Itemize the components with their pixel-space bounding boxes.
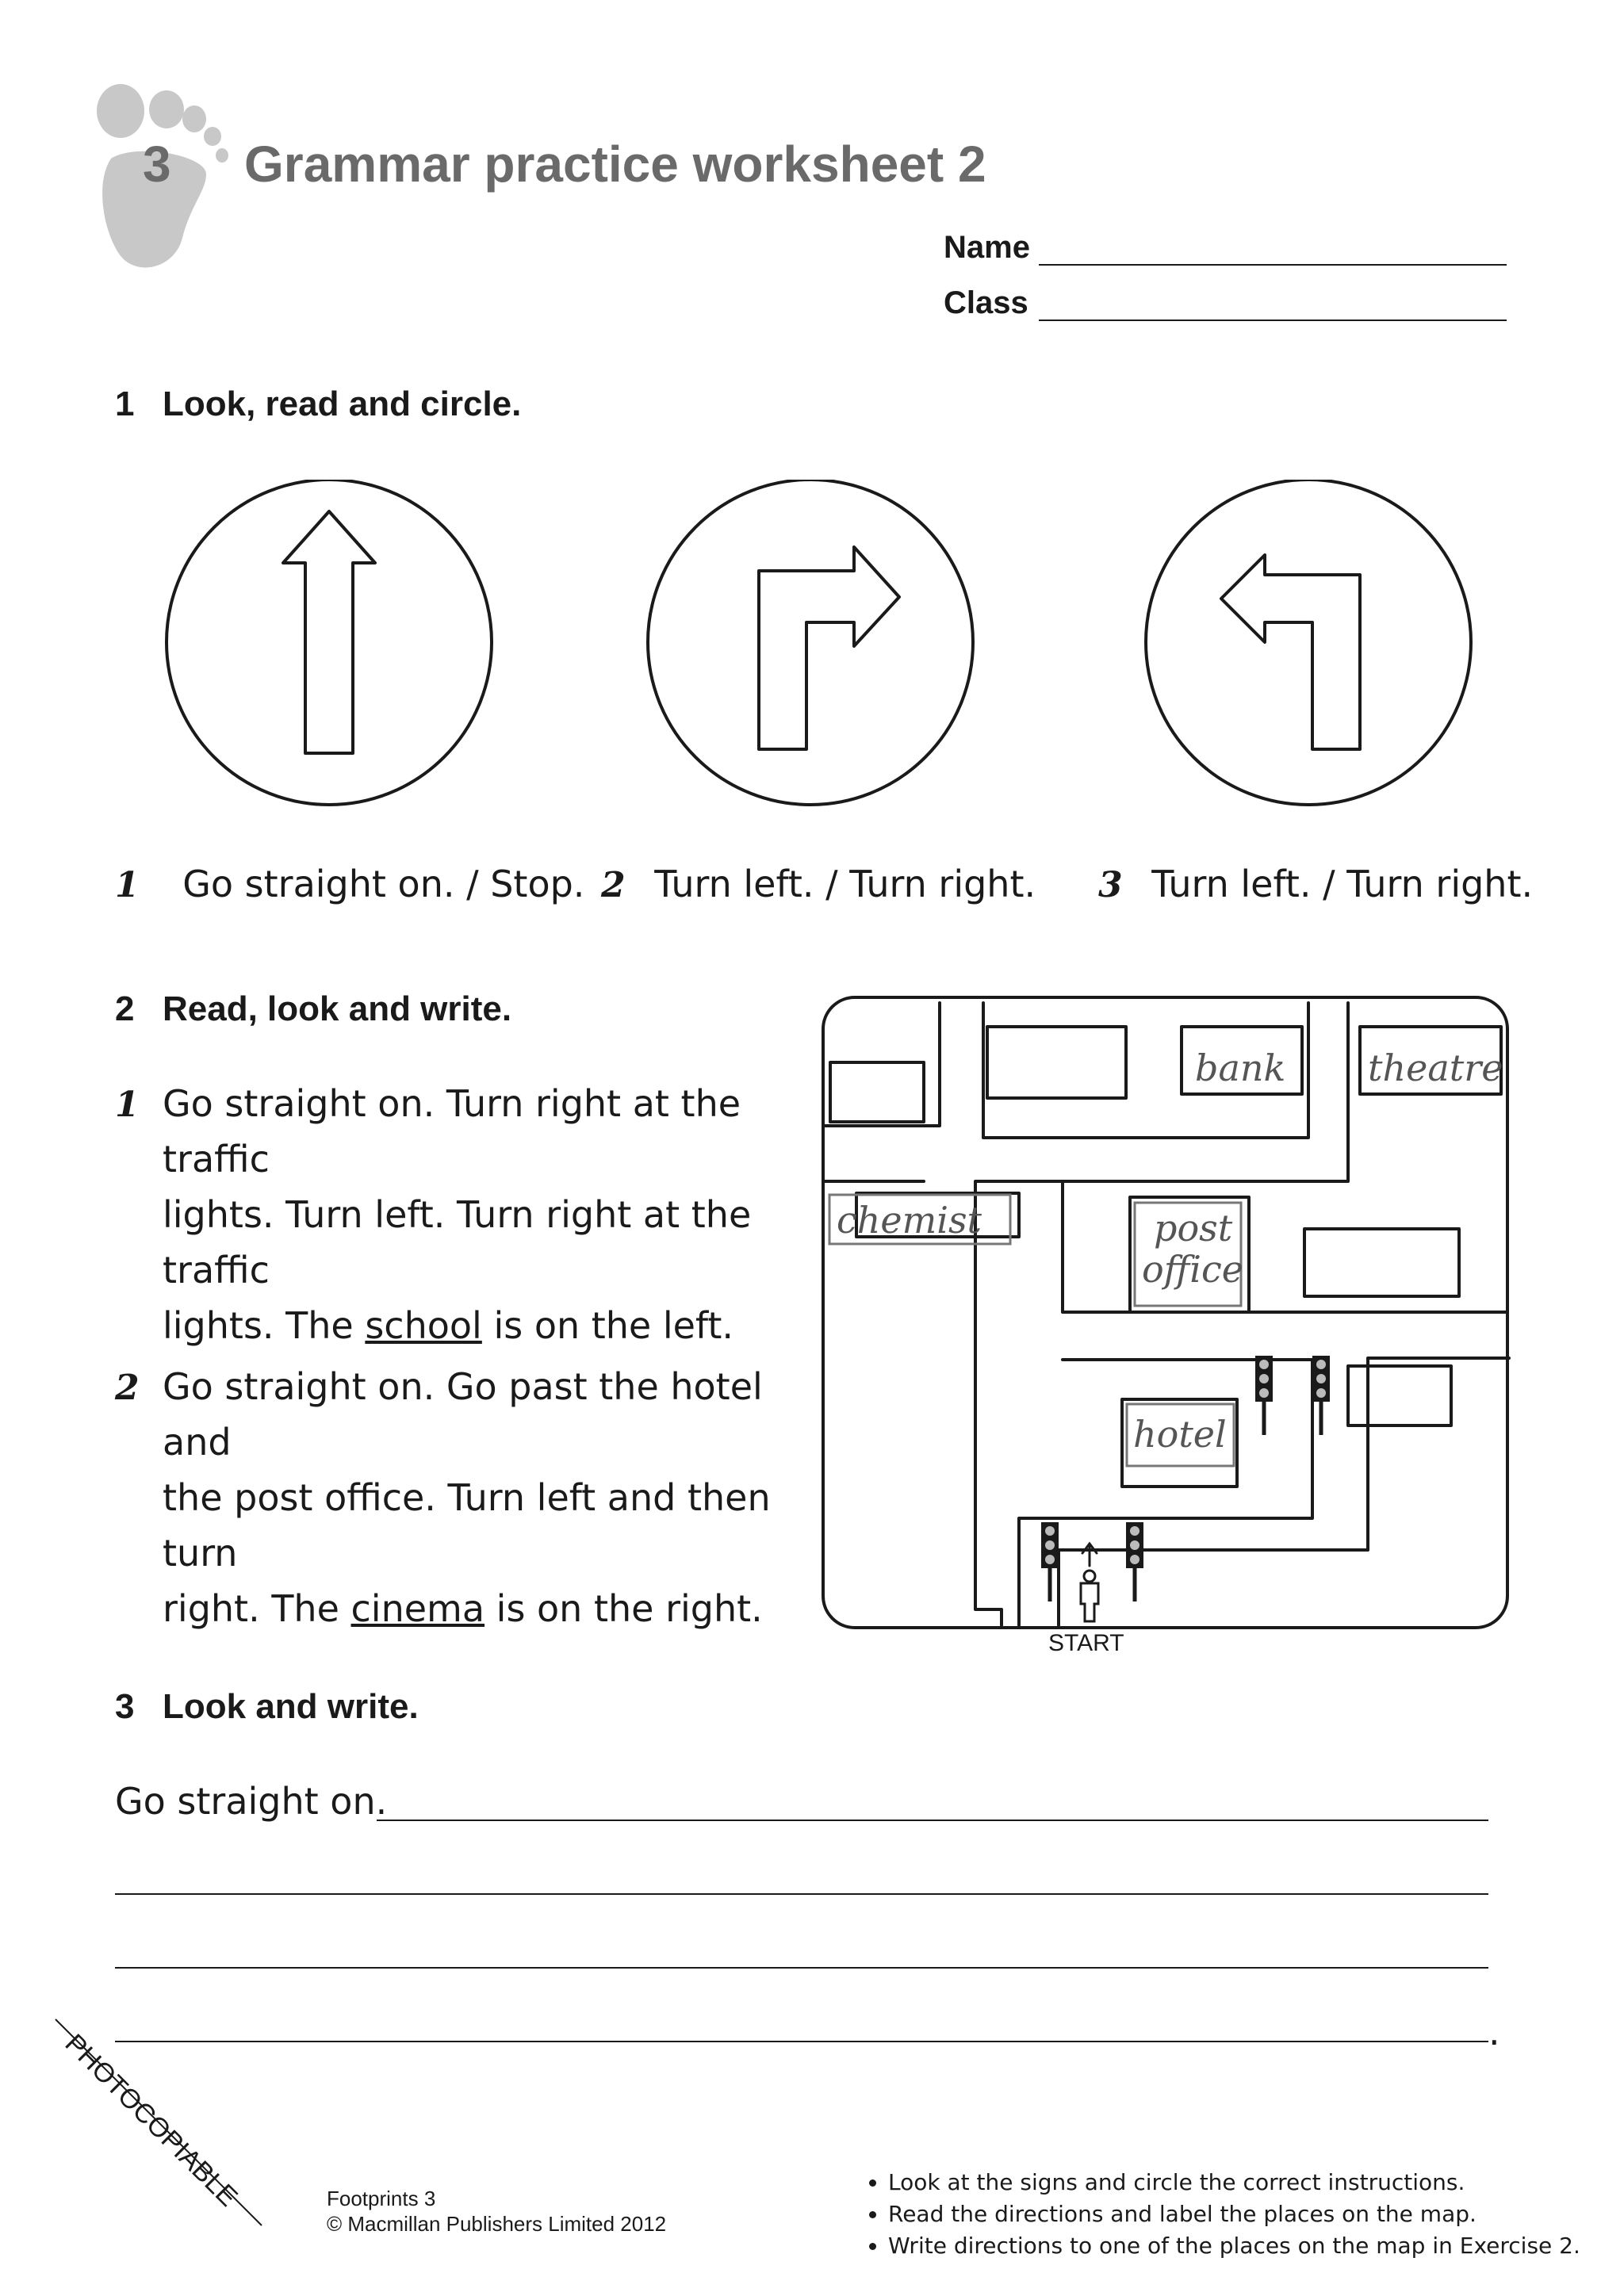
map-label-office: office [1142,1248,1243,1291]
exercise-1-number: 1 [115,385,135,423]
ex2-item-1-number: 1 [115,1085,140,1125]
exercise-2-heading [115,989,511,1029]
teacher-note: • Write directions to one of the places on the map in Exercise 2. [888,2230,1602,2262]
map-block-top-middle [987,1027,1126,1098]
map-block-right-middle [1304,1229,1459,1296]
exercise-1-heading [115,385,521,424]
ex3-prompt: Go straight on. [115,1780,388,1823]
ex2-item-2-text [163,1359,821,1636]
sign-straight-icon [163,480,496,813]
map-label-hotel: hotel [1133,1413,1227,1456]
exercise-2-instruction: Read, look and write. [163,989,512,1028]
ex2-item-2-line-3-pre: right. The [163,1587,351,1630]
ex2-item-1-answer[interactable]: school [365,1304,482,1347]
page-title: Grammar practice worksheet 2 [244,136,986,193]
sign-turn-left-icon [1142,480,1475,813]
ex1-item-1-number: 1 [115,865,140,905]
street-map [821,995,1511,1669]
ex2-item-2-line-1: Go straight on. Go past the hotel and [163,1365,763,1464]
sign-turn-right-icon [644,480,977,813]
ex2-item-1-line-2: lights. Turn left. Turn right at the traffic [163,1193,752,1292]
ex3-end-period: . [1488,2011,1500,2053]
teacher-note: • Look at the signs and circle the correct instructions. [888,2167,1602,2198]
map-block-right-lower [1348,1366,1451,1425]
up-arrow-icon [1082,1544,1097,1566]
ex3-answer-line-3[interactable] [115,1967,1488,1969]
map-label-chemist: chemist [837,1199,982,1242]
name-field[interactable] [1039,264,1507,266]
ex1-item-3-number: 3 [1098,865,1123,905]
unit-number: 3 [143,136,171,193]
footer-copyright: © Macmillan Publishers Limited 2012 [327,2212,667,2236]
traffic-light-icon [1126,1522,1143,1601]
exercise-3-heading [115,1687,419,1727]
teacher-notes [856,2167,1602,2262]
teacher-note: • Read the directions and label the places on the map. [888,2198,1602,2230]
ex2-item-2-line-3-post: is on the right. [485,1587,763,1630]
photocopiable-label: PHOTOCOPIABLE [59,2028,243,2213]
ex2-item-2-line-2: the post office. Turn left and then turn [163,1476,771,1575]
map-label-theatre: theatre [1368,1047,1503,1089]
traffic-light-icon [1312,1356,1330,1435]
ex1-item-3-options[interactable]: Turn left. / Turn right. [1151,863,1534,905]
ex1-item-3 [1098,856,1533,913]
exercise-3-number: 3 [115,1687,135,1726]
person-icon [1081,1571,1098,1621]
class-label: Class [944,285,1028,320]
exercise-3-instruction: Look and write. [163,1687,419,1726]
ex2-item-1-text [163,1076,821,1353]
ex1-item-2 [601,856,1036,913]
ex2-item-2-line-3 [163,1581,821,1636]
ex2-item-1-line-3 [163,1298,821,1353]
map-block-top-left [830,1062,924,1122]
map-label-post: post [1154,1207,1233,1249]
name-label: Name [944,230,1030,265]
ex2-item-1-line-3-pre: lights. The [163,1304,366,1347]
ex2-item-2-number: 2 [115,1368,140,1408]
ex1-item-1-options[interactable]: Go straight on. / Stop. [182,863,585,905]
map-start-label: START [1048,1630,1124,1656]
traffic-light-icon [1255,1356,1273,1435]
ex2-item-1-line-3-post: is on the left. [481,1304,733,1347]
class-field[interactable] [1039,320,1507,321]
map-label-bank: bank [1195,1047,1286,1089]
ex2-item-2-answer[interactable]: cinema [350,1587,485,1630]
exercise-2-number: 2 [115,989,135,1028]
ex3-answer-line-2[interactable] [115,1893,1488,1895]
footer-book: Footprints 3 [327,2187,436,2210]
exercise-1-instruction: Look, read and circle. [163,385,522,423]
ex3-answer-line-4[interactable] [115,2041,1488,2042]
ex1-item-2-options[interactable]: Turn left. / Turn right. [654,863,1036,905]
ex2-item-1-line-1: Go straight on. Turn right at the traffic [163,1082,741,1181]
traffic-light-icon [1041,1522,1059,1601]
ex1-item-1 [115,856,584,913]
ex3-answer-line-1[interactable] [377,1820,1488,1821]
ex1-item-2-number: 2 [601,865,626,905]
